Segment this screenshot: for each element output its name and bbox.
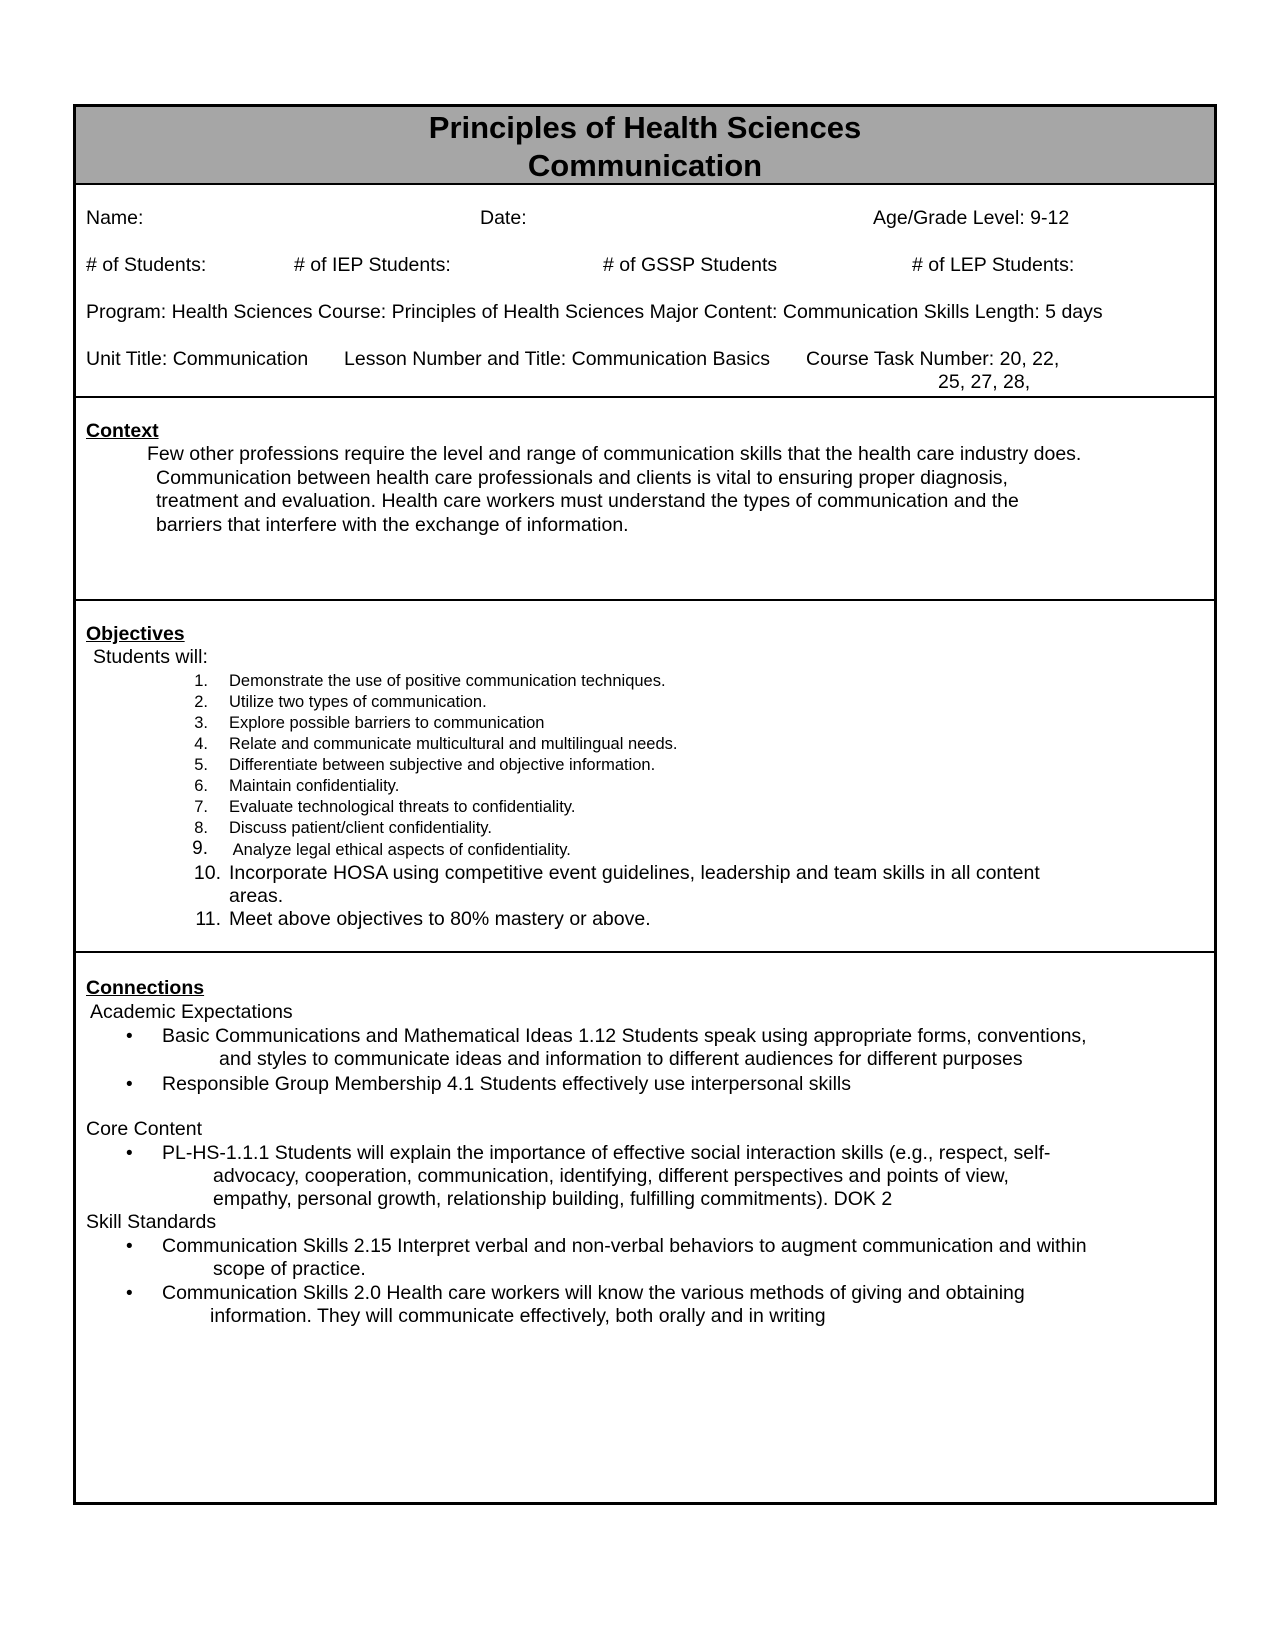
bullet-icon: • (126, 1236, 133, 1257)
list-item-continuation: empathy, personal growth, relationship building, fulfilling commitments). DOK 2 (213, 1188, 893, 1210)
list-item: Communication Skills 2.0 Health care workers will know the various methods of giving and obtaining (162, 1282, 1025, 1304)
lep-students-label: # of LEP Students: (912, 254, 1075, 276)
context-line: barriers that interfere with the exchange of information. (156, 514, 629, 536)
unit-title: Unit Title: Communication (86, 348, 309, 370)
objectives-intro: Students will: (93, 646, 208, 668)
lesson-title: Lesson Number and Title: Communication Basics (344, 348, 770, 370)
list-item: Basic Communications and Mathematical Ideas 1.12 Students speak using appropriate forms, conventions, (162, 1025, 1087, 1047)
document-title: Principles of Health Sciences (428, 110, 862, 145)
age-grade-level: Age/Grade Level: 9-12 (873, 207, 1070, 229)
context-line: Communication between health care professionals and clients is vital to ensuring proper diagnosis, (156, 467, 1008, 489)
course-task-number-cont: 25, 27, 28, (938, 371, 1031, 393)
bullet-icon: • (126, 1074, 133, 1095)
name-label: Name: (86, 207, 144, 229)
date-label: Date: (480, 207, 527, 229)
list-item-continuation: scope of practice. (213, 1258, 366, 1280)
objectives-heading: Objectives (86, 623, 185, 645)
list-item-continuation: and styles to communicate ideas and information to different audiences for different purposes (219, 1048, 1023, 1070)
iep-students-label: # of IEP Students: (294, 254, 451, 276)
core-content-label: Core Content (86, 1118, 202, 1140)
header-banner (76, 107, 1214, 185)
program-line: Program: Health Sciences Course: Principles of Health Sciences Major Content: Communication Skills Length: 5 days (86, 301, 1103, 323)
context-heading: Context (86, 420, 159, 442)
list-item-continuation: information. They will communicate effectively, both orally and in writing (210, 1305, 826, 1327)
students-count-label: # of Students: (86, 254, 207, 276)
context-line: Few other professions require the level and range of communication skills that the health care industry does. (147, 443, 1082, 465)
section-divider (76, 599, 1214, 601)
bullet-icon: • (126, 1283, 133, 1304)
context-line: treatment and evaluation. Health care workers must understand the types of communication and the (156, 490, 1019, 512)
gssp-students-label: # of GSSP Students (603, 254, 778, 276)
skill-standards-label: Skill Standards (86, 1211, 217, 1233)
list-item: Responsible Group Membership 4.1 Students effectively use interpersonal skills (162, 1073, 851, 1095)
list-item: Communication Skills 2.15 Interpret verbal and non-verbal behaviors to augment communication and within (162, 1235, 1087, 1257)
bullet-icon: • (126, 1143, 133, 1164)
connections-heading: Connections (86, 977, 205, 999)
academic-expectations-label: Academic Expectations (90, 1001, 293, 1023)
list-item: PL-HS-1.1.1 Students will explain the importance of effective social interaction skills (e.g., respect, self- (162, 1142, 1051, 1164)
course-task-number: Course Task Number: 20, 22, (806, 348, 1060, 370)
lesson-plan-frame: Principles of Health Sciences Communication Name: Date: Age/Grade Level: 9-12 # of Students: # of IEP Students: # of GSSP Students # of LEP Students: Program: Health Sciences Course: Principles of Health Sciences Major Content: Communication Skills Length: 5 days Unit Title: Communication Lesson Number and Title: Communication Basics Course Task Number: 20, 22, 25, 27, 28, Context Few other professions require the level and range of communication skills that the health care industry does. Communication between health care professionals and clients is vital to ensuring proper diagnosis, treatment and evaluation. Health care workers must understand the types of communication and the barriers that interfere with the exchange of information. Objectives Students will: 1. Demonstrate the use of positive communication techniques. 2. Utilize two types of communication. 3. Explore possible barriers to communication 4. Relate and communicate multicultural and multilingual needs. 5. Differentiate between subjective and objective information. 6. Maintain confidentiality. 7. Evaluate technological threats to confidentiality. 8. Discuss patient/client confidentiality. 9. Analyze legal ethical aspects of confidentiality. 10. Incorporate HOSA using competitive event guidelines, leadership and team skills in all content areas. 11. Meet above objectives to 80% mastery or above. Connections Academic Expectations • Basic Communications and Mathematical Ideas 1.12 Students speak using appropriate forms, conventions, and styles to communicate ideas and information to different audiences for different purposes • Responsible Group Membership 4.1 Students effectively use interpersonal skills Core Content • PL-HS-1.1.1 Students will explain the importance of effective social interaction skills (e.g., respect, self- advocacy, cooperation, communication, identifying, different perspectives and points of view, empathy, personal growth, relationship building, fulfilling commitments). DOK 2 Skill Standards • Communication Skills 2.15 Interpret verbal and non-verbal behaviors to augment communication and within scope of practice. • Communication Skills 2.0 Health care workers will know the various methods of giving and obtaining information. They will communicate effectively, both orally and in writing (73, 104, 1217, 1505)
bullet-icon: • (126, 1026, 133, 1047)
list-item-continuation: areas. (229, 885, 284, 907)
section-divider (76, 396, 1214, 398)
document-subtitle: Communication (527, 148, 763, 183)
section-divider (76, 951, 1214, 953)
list-item-continuation: advocacy, cooperation, communication, identifying, different perspectives and points of view, (213, 1165, 1009, 1187)
